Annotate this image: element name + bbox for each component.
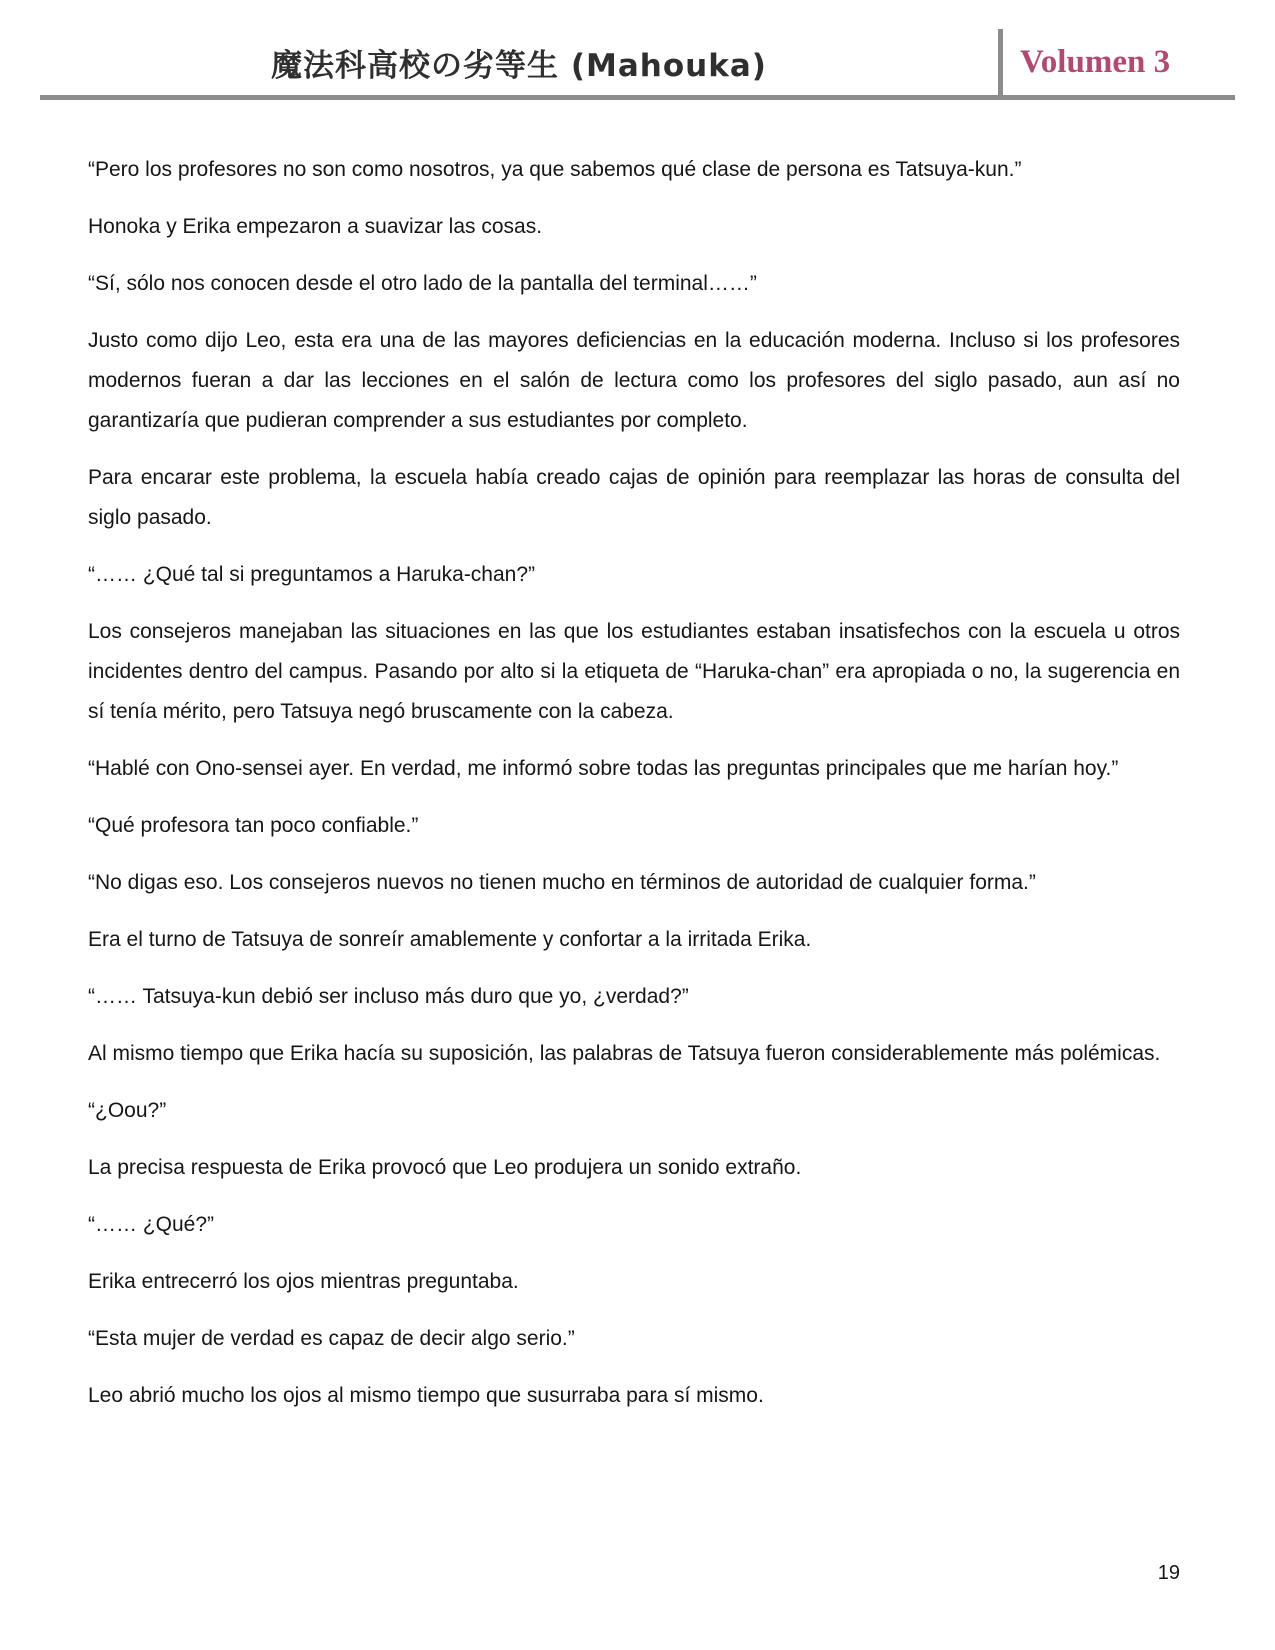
volume-divider-box <box>998 29 1235 95</box>
body-text <box>0 100 1275 1416</box>
paragraph: “Esta mujer de verdad es capaz de decir algo serio.” <box>88 1327 575 1350</box>
paragraph: “No digas eso. Los consejeros nuevos no tienen mucho en términos de autoridad de cualquier forma.” <box>88 871 1036 894</box>
paragraph: La precisa respuesta de Erika provocó que Leo produjera un sonido extraño. <box>88 1156 802 1179</box>
paragraph: “Pero los profesores no son como nosotros, ya que sabemos qué clase de persona es Tatsuya-kun.” <box>88 158 1022 181</box>
paragraph: “…… ¿Qué tal si preguntamos a Haruka-chan?” <box>88 563 536 586</box>
volume-label: Volumen 3 <box>1020 43 1171 80</box>
paragraph: Erika entrecerró los ojos mientras preguntaba. <box>88 1270 519 1293</box>
paragraph: Los consejeros manejaban las situaciones en las que los estudiantes estaban insatisfechos con la escuela u otros incidentes dentro del campus. Pasando por alto si la etiqueta de “Haruka-chan” era apropiada o no, la sugerencia en sí tenía mérito, pero Tatsuya negó bruscamente con la cabeza. <box>88 620 1180 723</box>
paragraph: “¿Oou?” <box>88 1099 167 1122</box>
paragraph: “Sí, sólo nos conocen desde el otro lado de la pantalla del terminal……” <box>88 272 757 295</box>
paragraph: “…… Tatsuya-kun debió ser incluso más duro que yo, ¿verdad?” <box>88 985 689 1008</box>
document-title: 魔法科高校の劣等生 (Mahouka) <box>271 48 767 84</box>
paragraph: “Hablé con Ono-sensei ayer. En verdad, me informó sobre todas las preguntas principales que me harían hoy.” <box>88 757 1119 780</box>
paragraph: Al mismo tiempo que Erika hacía su suposición, las palabras de Tatsuya fueron considerablemente más polémicas. <box>88 1042 1161 1065</box>
paragraph: Para encarar este problema, la escuela había creado cajas de opinión para reemplazar las horas de consulta del siglo pasado. <box>88 466 1180 529</box>
paragraph: Honoka y Erika empezaron a suavizar las cosas. <box>88 215 543 238</box>
paragraph: “…… ¿Qué?” <box>88 1213 215 1236</box>
paragraph: Leo abrió mucho los ojos al mismo tiempo que susurraba para sí mismo. <box>88 1384 764 1407</box>
paragraph: Era el turno de Tatsuya de sonreír amablemente y confortar a la irritada Erika. <box>88 928 812 951</box>
paragraph: Justo como dijo Leo, esta era una de las mayores deficiencias en la educación moderna. Incluso si los profesores modernos fueran a dar las lecciones en el salón de lectura como los profesores del siglo pasado, aun así no garantizaría que pudieran comprender a sus estudiantes por completo. <box>88 329 1180 432</box>
header-title-area <box>40 40 998 95</box>
page-header <box>40 0 1235 100</box>
paragraph: “Qué profesora tan poco confiable.” <box>88 814 419 837</box>
page-number: 19 <box>1157 1562 1180 1584</box>
